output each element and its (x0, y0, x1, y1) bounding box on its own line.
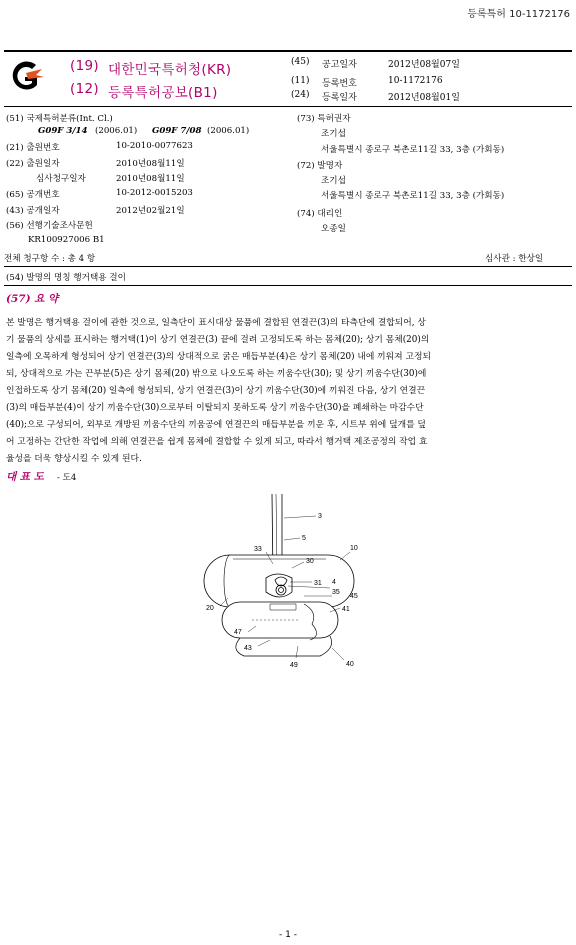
abstract-line: 인접하도록 상기 몸체(20) 일측에 형성되되, 상기 연결끈(3)이 상기 끼움수단(30)에 끼워진 다음, 상기 연결끈 (6, 386, 426, 396)
ipc-label: (51) 국제특허분류(Int. Cl.) (6, 114, 113, 124)
figure-label-20: 20 (206, 605, 214, 612)
announcement-date: 2012년08월07일 (388, 60, 460, 70)
abstract-line: 기 물품의 상세를 표시하는 행거택(1)이 상기 연결끈(3) 끝에 걸려 고정되도록 하는 몸체(20); 상기 몸체(20)의 (6, 335, 430, 345)
invention-title: (54) 발명의 명칭 행거택용 걸이 (6, 273, 126, 283)
application-date-label: (22) 출원일자 (6, 159, 60, 169)
agent-label: (74) 대리인 (297, 209, 343, 219)
figure-label-40: 40 (346, 661, 354, 668)
abstract-line: 율성을 더욱 향상시킬 수 있게 된다. (6, 454, 142, 464)
figure-label-43: 43 (244, 645, 252, 652)
doc-type-code-12: (12) (70, 81, 99, 97)
pub-label-24: 등록일자 (322, 93, 357, 103)
inventor-name: 조기섭 (321, 176, 346, 186)
ipc-class-2: G09F 7/08 (152, 126, 202, 136)
figure-label-31: 31 (314, 580, 322, 587)
publication-date-label: (43) 공개일자 (6, 206, 60, 216)
abstract-line: 일측에 오목하게 형성되어 상기 연결끈(3)의 상대적으로 굵은 매듭부분(4)은 상기 몸체(20) 내에 끼워져 고정되 (6, 352, 431, 362)
total-claims: 전체 청구항 수 : 총 4 항 (4, 254, 96, 264)
registration-number-header: 등록특허 10-1172176 (467, 9, 570, 20)
registration-date: 2012년08월01일 (388, 93, 460, 103)
ipc-class-1: G09F 3/14 (38, 126, 88, 136)
examiner: 심사관 : 한상일 (485, 254, 544, 264)
prior-art-label: (56) 선행기술조사문헌 (6, 221, 93, 231)
abstract-line: (3)의 매듭부분(4)이 상기 끼움수단(30)으로부터 이탈되지 못하도록 상기 끼움수단(30)을 폐쇄하는 마감수단 (6, 403, 424, 413)
pub-label-11: 등록번호 (322, 79, 357, 89)
figure-label-33: 33 (254, 546, 262, 553)
prior-art-reference: KR100927006 B1 (28, 235, 105, 245)
office-code-19: (19) (70, 58, 99, 74)
pub-code-11: (11) (291, 76, 310, 86)
application-date: 2010년08월11일 (116, 159, 185, 169)
application-number-label: (21) 출원번호 (6, 143, 60, 153)
pub-code-24: (24) (291, 90, 310, 100)
figure-label-10: 10 (350, 545, 358, 552)
top-rule (4, 50, 572, 52)
inventor-address: 서울특별시 종로구 북촌로11길 33, 3층 (가회동) (321, 191, 505, 201)
figure-label-47: 47 (234, 629, 242, 636)
figure-label-41: 41 (342, 606, 350, 613)
page-number: - 1 - (279, 930, 297, 940)
abstract-heading: (57) 요 약 (6, 293, 59, 305)
figure-label-30: 30 (306, 558, 314, 565)
abstract-line: 본 발명은 행거택용 걸이에 관한 것으로, 일측단이 표시대상 물품에 결합된 연결끈(3)의 타측단에 결합되어, 상 (6, 318, 426, 328)
figure-label-5: 5 (302, 535, 306, 542)
document-type: 등록특허공보(B1) (108, 85, 218, 101)
abstract-body (6, 315, 572, 468)
title-rule (4, 285, 572, 286)
biblio-rule (4, 106, 572, 107)
ipc-class-2-date: (2006.01) (207, 126, 250, 136)
pub-code-45: (45) (291, 57, 310, 67)
publication-number: 10-2012-0015203 (116, 188, 193, 198)
figure-label-4: 4 (332, 579, 336, 586)
exam-request-label: 심사청구일자 (36, 174, 86, 184)
ipc-class-1-date: (2006.01) (95, 126, 138, 136)
patentee-address: 서울특별시 종로구 북촌로11길 33, 3층 (가회동) (321, 145, 505, 155)
pub-label-45: 공고일자 (322, 60, 357, 70)
claims-rule (4, 266, 572, 267)
kipo-logo (6, 58, 46, 94)
office-name: 대한민국특허청(KR) (108, 62, 232, 78)
inventor-label: (72) 발명자 (297, 161, 343, 171)
figure-label-49: 49 (290, 662, 298, 669)
agent-name: 오종일 (321, 224, 346, 234)
publication-number-label: (65) 공개번호 (6, 190, 60, 200)
abstract-line: (40);으로 구성되어, 외부로 개방된 끼움수단의 끼움공에 연결끈의 매듭부분을 끼운 후, 시트부 위에 덮개를 덮 (6, 420, 426, 430)
application-number: 10-2010-0077623 (116, 141, 193, 151)
figure-label-45: 45 (350, 593, 358, 600)
patentee-name: 조기섭 (321, 129, 346, 139)
registration-number: 10-1172176 (388, 76, 443, 86)
figure-label-35: 35 (332, 589, 340, 596)
figure-label-3: 3 (318, 513, 322, 520)
representative-drawing (200, 490, 380, 675)
abstract-line: 어 고정하는 간단한 작업에 의해 연결끈을 쉽게 몸체에 결합할 수 있게 되고, 따라서 행거택 제조공정의 작업 효 (6, 437, 428, 447)
patentee-label: (73) 특허권자 (297, 114, 351, 124)
abstract-line: 되, 상대적으로 가는 끈부분(5)은 상기 몸체(20) 밖으로 나오도록 하는 끼움수단(30); 및 상기 끼움수단(30)에 (6, 369, 427, 379)
representative-figure-value: - 도4 (57, 473, 77, 483)
representative-figure-label: 대 표 도 (6, 471, 44, 483)
publication-date: 2012년02월21일 (116, 206, 185, 216)
exam-request-date: 2010년08월11일 (116, 174, 185, 184)
